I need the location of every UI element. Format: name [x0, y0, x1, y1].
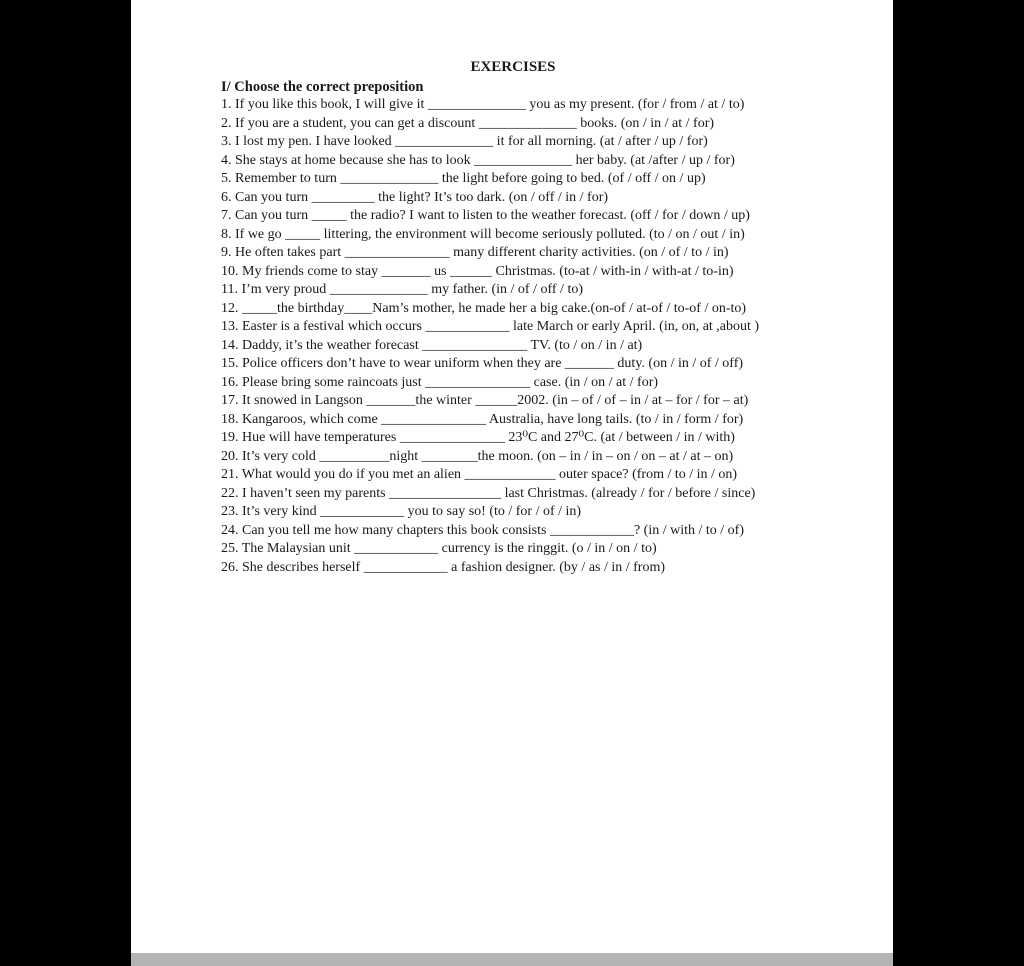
exercise-item: 16. Please bring some raincoats just _______________ case. (in / on / at / for): [221, 374, 659, 390]
exercise-item: 5. Remember to turn ______________ the light before going to bed. (of / off / on / up): [221, 171, 706, 186]
exercise-item: 20. It’s very cold __________night ________the moon. (on – in / in – on / on – at / at – on): [221, 448, 734, 464]
horizontal-scrollbar[interactable]: [131, 953, 893, 966]
document-page: [131, 0, 893, 953]
exercise-item: 7. Can you turn _____ the radio? I want to listen to the weather forecast. (off / for / down / up): [221, 208, 750, 223]
exercise-content: [221, 57, 805, 577]
exercise-item: 4. She stays at home because she has to look ______________ her baby. (at /after / up / for): [221, 152, 735, 168]
exercise-item: 26. She describes herself ____________ a fashion designer. (by / as / in / from): [221, 559, 666, 575]
exercise-item: 3. I lost my pen. I have looked ______________ it for all morning. (at / after / up / for): [221, 134, 708, 149]
exercise-item: 14. Daddy, it’s the weather forecast _______________ TV. (to / on / in / at): [221, 337, 643, 353]
exercise-item: 22. I haven’t seen my parents ________________ last Christmas. (already / for / before / since): [221, 485, 756, 501]
exercise-item: 25. The Malaysian unit ____________ currency is the ringgit. (o / in / on / to): [221, 541, 657, 556]
exercise-item: 1. If you like this book, I will give it ______________ you as my present. (for / from / at / to): [221, 97, 745, 112]
exercise-item: 2. If you are a student, you can get a discount ______________ books. (on / in / at / for): [221, 115, 715, 131]
exercise-item: 17. It snowed in Langson _______the winter ______2002. (in – of / of – in / at – for / for – at): [221, 393, 749, 408]
exercise-item: 19. Hue will have temperatures _______________ 23⁰C and 27⁰C. (at / between / in / with): [221, 430, 735, 445]
exercise-item: 23. It’s very kind ____________ you to say so! (to / for / of / in): [221, 504, 582, 519]
exercise-item: 9. He often takes part _______________ many different charity activities. (on / of / to / in): [221, 245, 729, 260]
exercise-item: 24. Can you tell me how many chapters this book consists ____________? (in / with / to / of): [221, 522, 744, 538]
exercise-item: 13. Easter is a festival which occurs ____________ late March or early April. (in, on, at ,about ): [221, 319, 760, 334]
exercise-item: 15. Police officers don’t have to wear uniform when they are _______ duty. (on / in / of / off): [221, 356, 744, 371]
exercise-list: [221, 96, 805, 577]
exercise-item: 6. Can you turn _________ the light? It’s too dark. (on / off / in / for): [221, 189, 609, 205]
exercise-item: 11. I’m very proud ______________ my father. (in / of / off / to): [221, 282, 583, 297]
exercise-item: 18. Kangaroos, which come _______________ Australia, have long tails. (to / in / form / for): [221, 411, 744, 427]
page-title: EXERCISES: [470, 59, 556, 75]
exercise-item: 21. What would you do if you met an alien _____________ outer space? (from / to / in / on): [221, 467, 738, 482]
exercise-item: 12. _____the birthday____Nam’s mother, he made her a big cake.(on-of / at-of / to-of / on-to): [221, 300, 747, 316]
section-heading: I/ Choose the correct preposition: [221, 79, 424, 95]
exercise-item: 10. My friends come to stay _______ us ______ Christmas. (to-at / with-in / with-at / to-in): [221, 263, 734, 279]
exercise-item: 8. If we go _____ littering, the environment will become seriously polluted. (to / on / out / in): [221, 226, 745, 242]
